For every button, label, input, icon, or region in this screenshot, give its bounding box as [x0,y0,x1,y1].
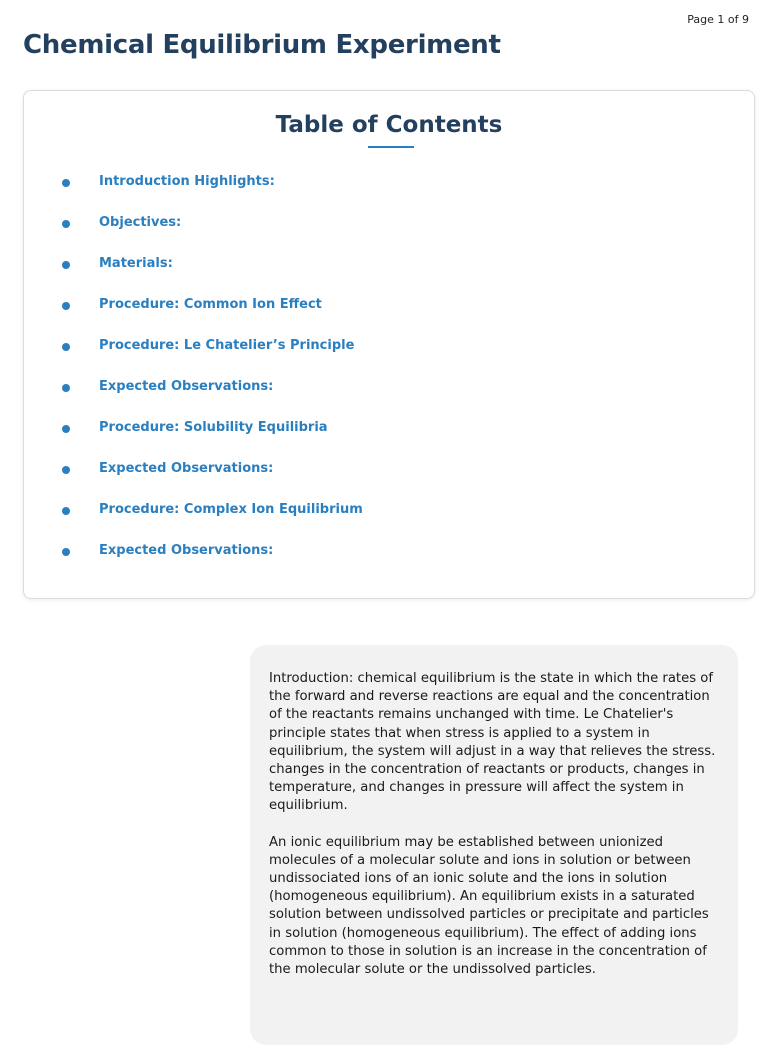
bullet-icon [62,507,70,515]
toc-title: Table of Contents [275,112,503,138]
toc-item [24,337,724,357]
intro-paragraph-1: Introduction: chemical equilibrium is the state in which the rates of the forward and reverse reactions are equal and the concentration of the reactants remains unchanged with time. Le Chatelier's principle states that when stress is applied to a system in equilibrium, the system will adjust in a way that relieves the stress. changes in the concentration of reactants or products, changes in temperature, and changes in pressure will affect the system in equilibrium. [269,671,716,814]
introduction-box [250,645,738,1045]
toc-item [24,296,724,316]
bullet-icon [62,384,70,392]
toc-item [24,255,724,275]
toc-title-underline [368,146,414,148]
bullet-icon [62,548,70,556]
bullet-icon [62,179,70,187]
bullet-icon [62,302,70,310]
toc-link-procedure-le-chatelier[interactable]: Procedure: Le Chatelier’s Principle [99,338,355,353]
toc-link-expected-observations-2[interactable]: Expected Observations: [99,461,274,476]
toc-link-expected-observations-1[interactable]: Expected Observations: [99,379,274,394]
toc-link-procedure-complex-ion[interactable]: Procedure: Complex Ion Equilibrium [99,502,363,517]
toc-link-procedure-common-ion[interactable]: Procedure: Common Ion Effect [99,297,322,312]
toc-item [24,378,724,398]
toc-item [24,173,724,193]
bullet-icon [62,466,70,474]
toc-link-procedure-solubility[interactable]: Procedure: Solubility Equilibria [99,420,328,435]
bullet-icon [62,425,70,433]
toc-link-introduction-highlights[interactable]: Introduction Highlights: [99,174,275,189]
toc-item [24,214,724,234]
toc-item [24,419,724,439]
toc-item [24,501,724,521]
table-of-contents-card [23,90,755,599]
document-title: Chemical Equilibrium Experiment [23,30,501,60]
toc-link-materials[interactable]: Materials: [99,256,173,271]
bullet-icon [62,343,70,351]
toc-item [24,460,724,480]
bullet-icon [62,261,70,269]
toc-item [24,542,724,562]
intro-paragraph-2: An ionic equilibrium may be established between unionized molecules of a molecular solute and ions in solution or between undissociated ions of an ionic solute and the ions in solution (homogeneous equilibrium). An equilibrium exists in a saturated solution between undissolved particles or precipitate and particles in solution (homogeneous equilibrium). The effect of adding ions common to those in solution is an increase in the concentration of the molecular solute or the undissolved particles. [269,834,709,978]
toc-link-expected-observations-3[interactable]: Expected Observations: [99,543,274,558]
toc-link-objectives[interactable]: Objectives: [99,215,182,230]
bullet-icon [62,220,70,228]
page-indicator: Page 1 of 9 [687,13,749,26]
